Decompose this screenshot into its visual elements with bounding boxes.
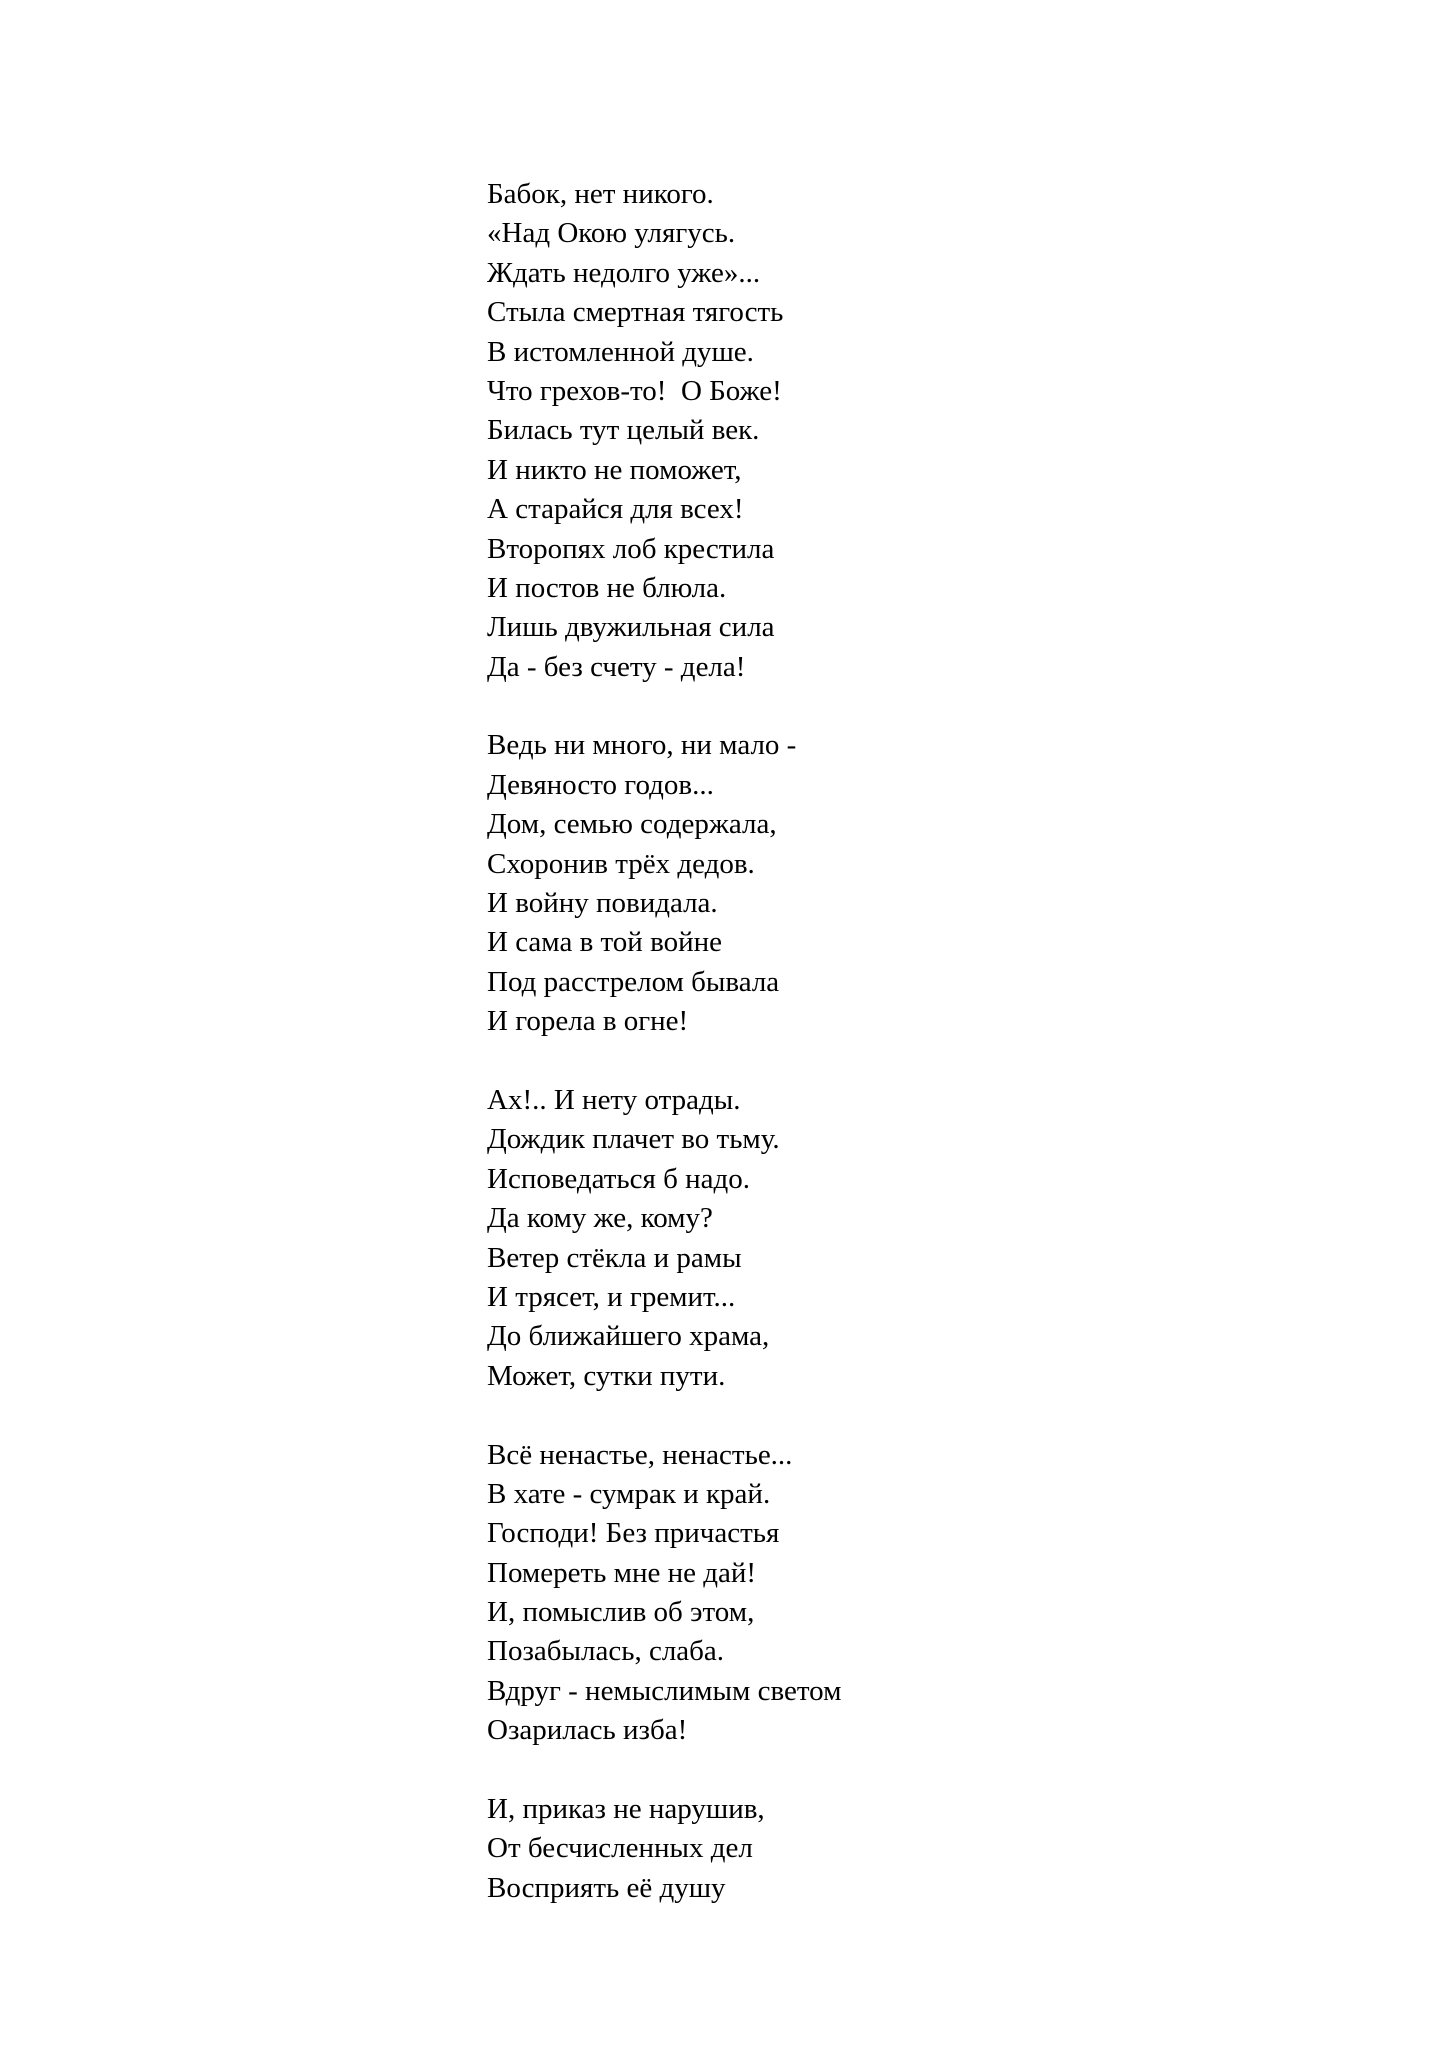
poem-line: До ближайшего храма,: [487, 1320, 770, 1353]
poem-line: И никто не поможет,: [487, 453, 742, 486]
poem-line: И горела в огне!: [487, 1005, 689, 1038]
poem-line: Восприять её душу: [487, 1871, 726, 1904]
poem-line: Девяносто годов...: [487, 768, 714, 801]
poem-line: Да кому же, кому?: [487, 1202, 713, 1235]
poem-line: Да - без счету - дела!: [487, 650, 746, 683]
poem-line: Лишь двужильная сила: [487, 611, 775, 644]
poem-text: [487, 175, 841, 1908]
poem-line: Ведь ни много, ни мало -: [487, 729, 797, 762]
poem-line: Ветер стёкла и рамы: [487, 1241, 742, 1274]
poem-line: Схоронив трёх дедов.: [487, 847, 755, 880]
poem-line: В истомленной душе.: [487, 335, 754, 368]
poem-line: Дождик плачет во тьму.: [487, 1123, 780, 1156]
poem-line: Ах!.. И нету отрады.: [487, 1083, 741, 1116]
poem-line: Стыла смертная тягость: [487, 296, 784, 329]
poem-line: И трясет, и гремит...: [487, 1280, 736, 1313]
poem-line: А старайся для всех!: [487, 493, 744, 526]
poem-line: «Над Окою улягусь.: [487, 217, 736, 250]
poem-line: И, помыслив об этом,: [487, 1596, 755, 1629]
poem-line: Позабылась, слаба.: [487, 1635, 725, 1668]
poem-line: Билась тут целый век.: [487, 414, 760, 447]
stanza-3: [487, 1081, 841, 1396]
poem-line: Озарилась изба!: [487, 1714, 688, 1747]
poem-line: От бесчисленных дел: [487, 1832, 753, 1865]
poem-line: И войну повидала.: [487, 887, 718, 920]
poem-line: В хате - сумрак и край.: [487, 1477, 771, 1510]
poem-line: И постов не блюла.: [487, 571, 727, 604]
stanza-4: [487, 1436, 841, 1751]
poem-line: Ждать недолго уже»...: [487, 256, 761, 289]
poem-line: Бабок, нет никого.: [487, 178, 714, 210]
poem-line: Дом, семью содержала,: [487, 808, 777, 841]
poem-line: Вдруг - немыслимым светом: [487, 1674, 842, 1707]
poem-line: Господи! Без причастья: [487, 1517, 780, 1550]
poem-line: Второпях лоб крестила: [487, 532, 775, 565]
poem-line: Помереть мне не дай!: [487, 1556, 757, 1589]
poem-line: Что грехов-то! О Боже!: [487, 374, 782, 407]
poem-line: Под расстрелом бывала: [487, 965, 780, 998]
poem-line: Может, сутки пути.: [487, 1359, 726, 1392]
poem-line: И, приказ не нарушив,: [487, 1793, 765, 1826]
stanza-2: [487, 726, 841, 1041]
stanza-1: [487, 175, 841, 687]
poem-line: Исповедаться б надо.: [487, 1162, 750, 1195]
stanza-5: [487, 1790, 841, 1908]
poem-line: Всё ненастье, ненастье...: [487, 1438, 793, 1471]
poem-line: И сама в той войне: [487, 926, 722, 959]
